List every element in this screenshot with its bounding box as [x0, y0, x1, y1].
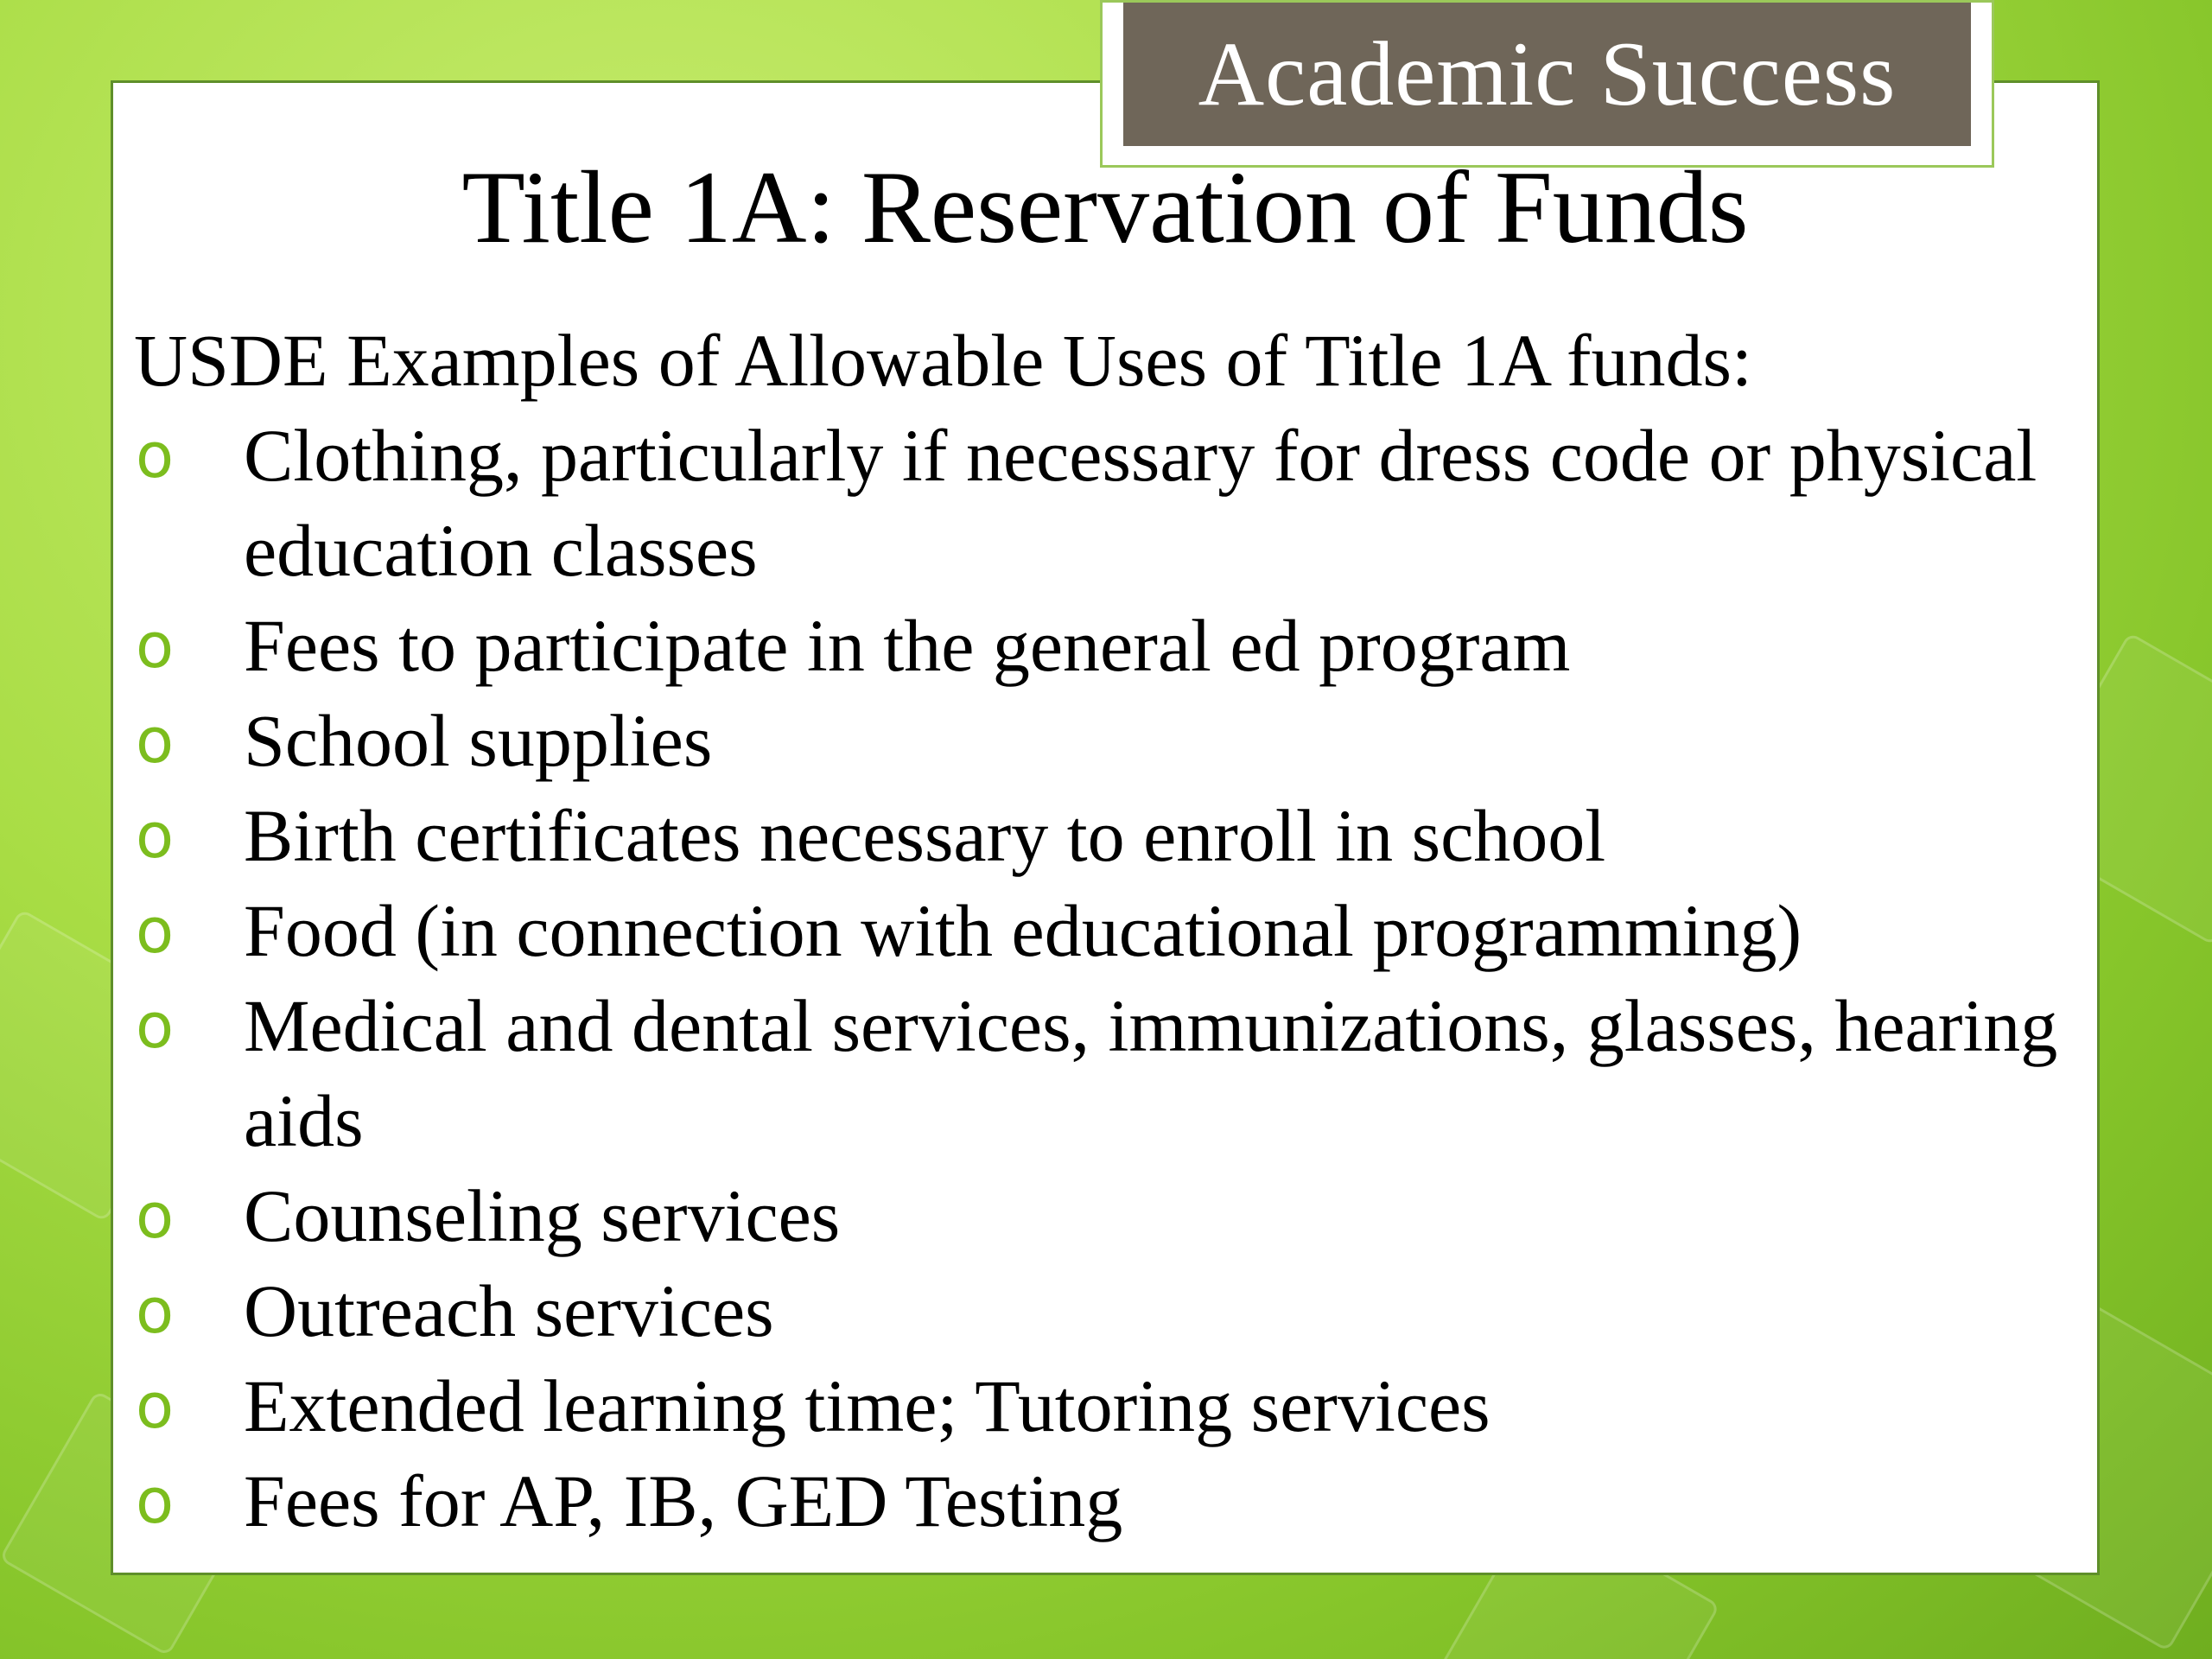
bullet-text: Birth certificates necessary to enroll in school	[244, 794, 1606, 877]
bullet-text: Counseling services	[244, 1174, 841, 1257]
bullet-item	[134, 1168, 2078, 1263]
slide-body	[134, 313, 2078, 1548]
bullet-circle-icon: o	[136, 1370, 175, 1442]
section-header-label: Academic Success	[1198, 23, 1897, 124]
bullet-item	[134, 978, 2078, 1168]
bullet-circle-icon: o	[136, 1465, 175, 1537]
bullet-circle-icon: o	[136, 989, 175, 1062]
bullet-text: School supplies	[244, 699, 713, 782]
bullet-item	[134, 883, 2078, 978]
section-header-background	[1123, 3, 1971, 146]
bullet-circle-icon: o	[136, 704, 175, 777]
bullet-item	[134, 693, 2078, 788]
bullet-circle-icon: o	[136, 609, 175, 682]
bullet-list	[134, 408, 2078, 1548]
bullet-item	[134, 598, 2078, 693]
bullet-text: Food (in connection with educational programming)	[244, 889, 1802, 972]
bullet-text: Clothing, particularly if necessary for dress code or physical education classes	[244, 414, 2037, 592]
bullet-text: Extended learning time; Tutoring services	[244, 1364, 1491, 1447]
bullet-item	[134, 1453, 2078, 1548]
bullet-item	[134, 408, 2078, 598]
bullet-text: Medical and dental services, immunizations, glasses, hearing aids	[244, 984, 2058, 1162]
bullet-circle-icon: o	[136, 799, 175, 872]
slide-title: Title 1A: Reservation of Funds	[461, 149, 1749, 264]
bullet-item	[134, 1358, 2078, 1453]
bullet-text: Outreach services	[244, 1269, 774, 1352]
bullet-item	[134, 1263, 2078, 1358]
intro-text: USDE Examples of Allowable Uses of Title 1A funds:	[134, 319, 1752, 402]
bullet-circle-icon: o	[136, 1179, 175, 1252]
bullet-circle-icon: o	[136, 419, 175, 492]
bullet-circle-icon: o	[136, 894, 175, 967]
bullet-text: Fees for AP, IB, GED Testing	[244, 1459, 1123, 1542]
bullet-circle-icon: o	[136, 1274, 175, 1347]
section-header-tab	[1100, 0, 1994, 168]
bullet-item	[134, 788, 2078, 883]
bullet-text: Fees to participate in the general ed program	[244, 604, 1571, 687]
